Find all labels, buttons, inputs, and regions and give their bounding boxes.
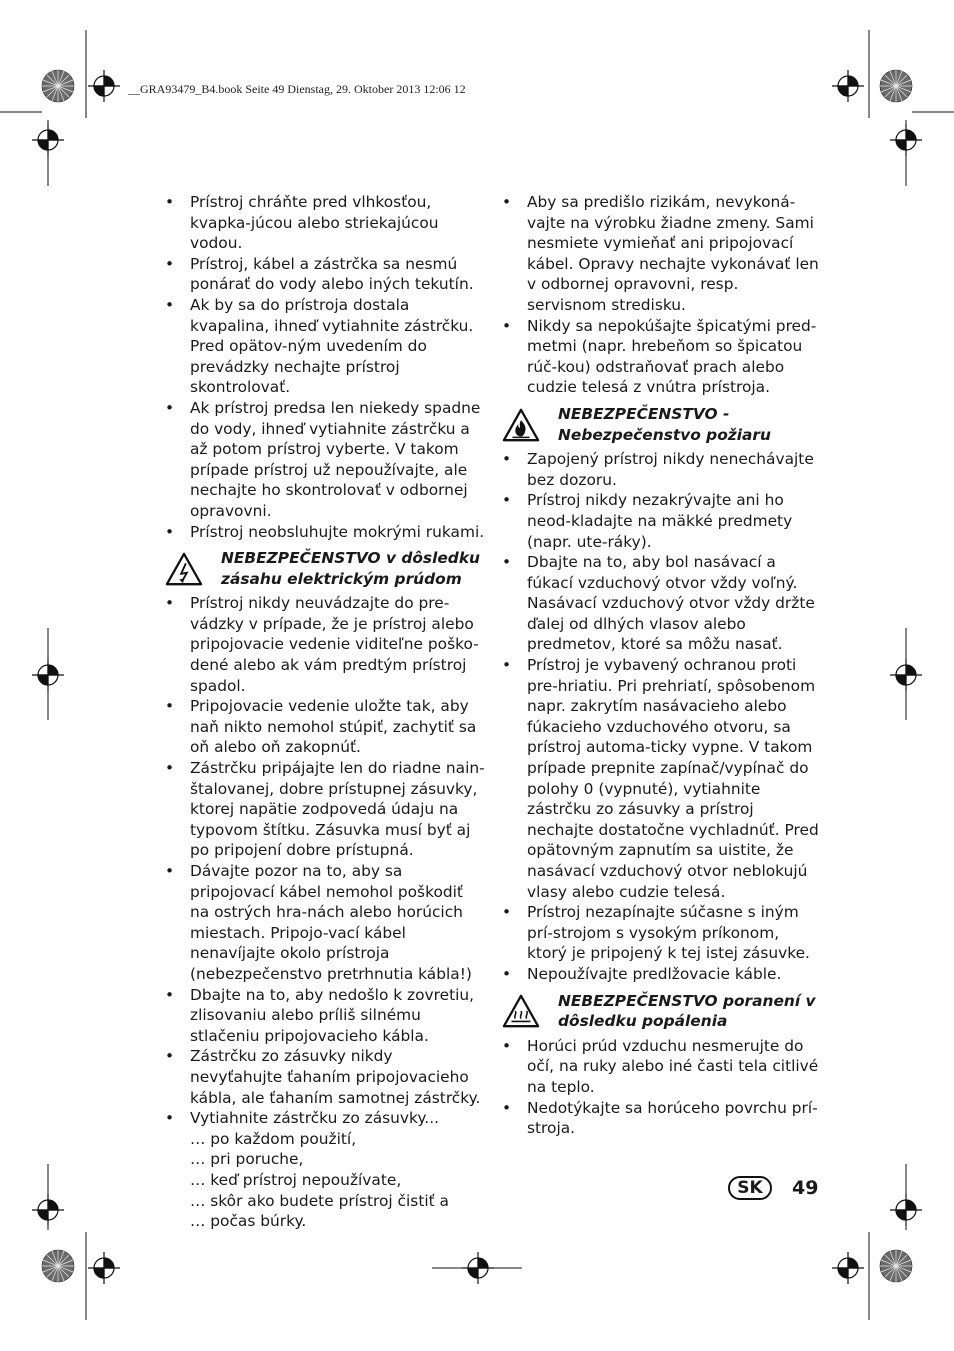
warning-title: NEBEZPEČENSTVO - <box>558 404 730 423</box>
list-item: • Ak prístroj predsa len niekedy spadne do vody, ihneď vytiahnite zástrčku a až potom prístroj vyberte. V takom prípade prístroj už nepoužívajte, ale nechajte ho skontrolovať v odbornej opravovni. <box>165 398 485 522</box>
safety-list-right-c <box>502 1036 822 1139</box>
warning-burn <box>502 991 822 1032</box>
left-column <box>165 192 485 1232</box>
page-footer <box>728 1176 818 1200</box>
list-item: • Prístroj je vybavený ochranou proti pre-hriatiu. Pri prehriatí, spôsobenom napr. zakrytím nasávacieho alebo fúkacieho vzduchového otvoru, sa prístroj automa-ticky vypne. V takom prípade prepnite zapínač/vypínač do polohy 0 (vypnuté), vytiahnite zástrčku zo zásuvky a prístroj nechajte dostatočne vychladnúť. Pred opätovným zapnutím sa uistite, že nasávací vzduchový otvor neblokujú vlasy alebo cudzie telesá. <box>502 655 822 902</box>
list-item: • Zástrčku pripájajte len do riadne nain-štalovanej, dobre prístupnej zásuvky, ktorej napätie zodpovedá údaju na typovom štítku. Zásuvka musí byť aj po pripojení dobre prístupná. <box>165 758 485 861</box>
list-item: • Dávajte pozor na to, aby sa pripojovací kábel nemohol poškodiť na ostrých hra-nách alebo horúcich miestach. Pripojo-vací kábel nenavíjajte okolo prístroja (nebezpečenstvo pretrhnutia kábla!) <box>165 861 485 985</box>
list-item: • Ak by sa do prístroja dostala kvapalina, ihneď vytiahnite zástrčku. Pred opätov-ným uvedením do prevádzky nechajte prístroj skontrolovať. <box>165 295 485 398</box>
electric-shock-warning-icon <box>165 551 203 587</box>
list-item: • Nepoužívajte predlžovacie káble. <box>502 964 822 985</box>
list-item: • Prístroj nikdy neuvádzajte do pre-vádzky v prípade, že je prístroj alebo pripojovacie vedenie viditeľne poško-dené alebo ak vám predtým prístroj spadol. <box>165 593 485 696</box>
warning-title: NEBEZPEČENSTVO poranení v <box>558 991 816 1010</box>
page-number: 49 <box>792 1177 819 1199</box>
hot-surface-warning-icon <box>502 993 540 1029</box>
list-item: • Prístroj chráňte pred vlhkosťou, kvapka-júcou alebo striekajúcou vodou. <box>165 192 485 254</box>
list-item: • Zapojený prístroj nikdy nenechávajte bez dozoru. <box>502 449 822 490</box>
warning-subtitle: dôsledku popálenia <box>558 1012 728 1031</box>
list-item: • Dbajte na to, aby bol nasávací a fúkací vzduchový otvor vždy voľný. Nasávací vzduchový otvor vždy držte ďalej od dlhých vlasov alebo predmetov, ktoré sa môžu nasať. <box>502 552 822 655</box>
list-item: • Zástrčku zo zásuvky nikdy nevyťahujte ťahaním pripojovacieho kábla, ale ťahaním samotnej zástrčky. <box>165 1046 485 1108</box>
list-item: • Dbajte na to, aby nedošlo k zovretiu, zlisovaniu alebo príliš silnému stlačeniu pripojovacieho kábla. <box>165 985 485 1047</box>
safety-list-left-b <box>165 593 485 1231</box>
safety-list-right-b <box>502 449 822 984</box>
list-item: • Nedotýkajte sa horúceho povrchu prí-stroja. <box>502 1098 822 1139</box>
warning-subtitle: Nebezpečenstvo požiaru <box>558 425 771 444</box>
language-badge: SK <box>728 1176 772 1200</box>
unplug-case: … po každom použití, <box>190 1129 357 1148</box>
warning-title: NEBEZPEČENSTVO v dôsledku <box>221 549 481 568</box>
unplug-intro: • Vytiahnite zástrčku zo zásuvky... <box>190 1109 439 1128</box>
unplug-case: … pri poruche, <box>190 1150 304 1169</box>
list-item: • Prístroj, kábel a zástrčka sa nesmú ponárať do vody alebo iných tekutín. <box>165 254 485 295</box>
fire-warning-icon <box>502 407 540 443</box>
unplug-case: … keď prístroj nepoužívate, <box>190 1170 402 1189</box>
list-item-unplug <box>165 1108 485 1232</box>
warning-fire <box>502 404 822 445</box>
warning-electric-shock <box>165 548 485 589</box>
list-item: • Prístroj neobsluhujte mokrými rukami. <box>165 522 485 543</box>
unplug-case: … skôr ako budete prístroj čistiť a <box>190 1191 449 1210</box>
safety-list-left-a <box>165 192 485 542</box>
list-item: • Prístroj nikdy nezakrývajte ani ho neod-kladajte na mäkké predmety (napr. ute-ráky). <box>502 490 822 552</box>
list-item: • Pripojovacie vedenie uložte tak, aby naň nikto nemohol stúpiť, zachytiť sa oň alebo oň zakopnúť. <box>165 696 485 758</box>
list-item: • Horúci prúd vzduchu nesmerujte do očí, na ruky alebo iné časti tela citlivé na teplo. <box>502 1036 822 1098</box>
unplug-case: … počas búrky. <box>190 1212 307 1231</box>
list-item: • Prístroj nezapínajte súčasne s iným prí-strojom s vysokým príkonom, ktorý je pripojený k tej istej zásuvke. <box>502 902 822 964</box>
warning-subtitle: zásahu elektrickým prúdom <box>221 569 462 588</box>
safety-list-right-a <box>502 192 822 398</box>
list-item: • Aby sa predišlo rizikám, nevykoná-vajte na výrobku žiadne zmeny. Sami nesmiete vymieňať ani pripojovací kábel. Opravy nechajte vykonávať len v odbornej opravovni, resp. servisnom stredisku. <box>502 192 822 316</box>
right-column <box>502 192 822 1139</box>
print-header-line: __GRA93479_B4.book Seite 49 Dienstag, 29. Oktober 2013 12:06 12 <box>128 82 466 96</box>
list-item: • Nikdy sa nepokúšajte špicatými pred-metmi (napr. hrebeňom so špicatou rúč-kou) odstraňovať prach alebo cudzie telesá z vnútra prístroja. <box>502 316 822 398</box>
